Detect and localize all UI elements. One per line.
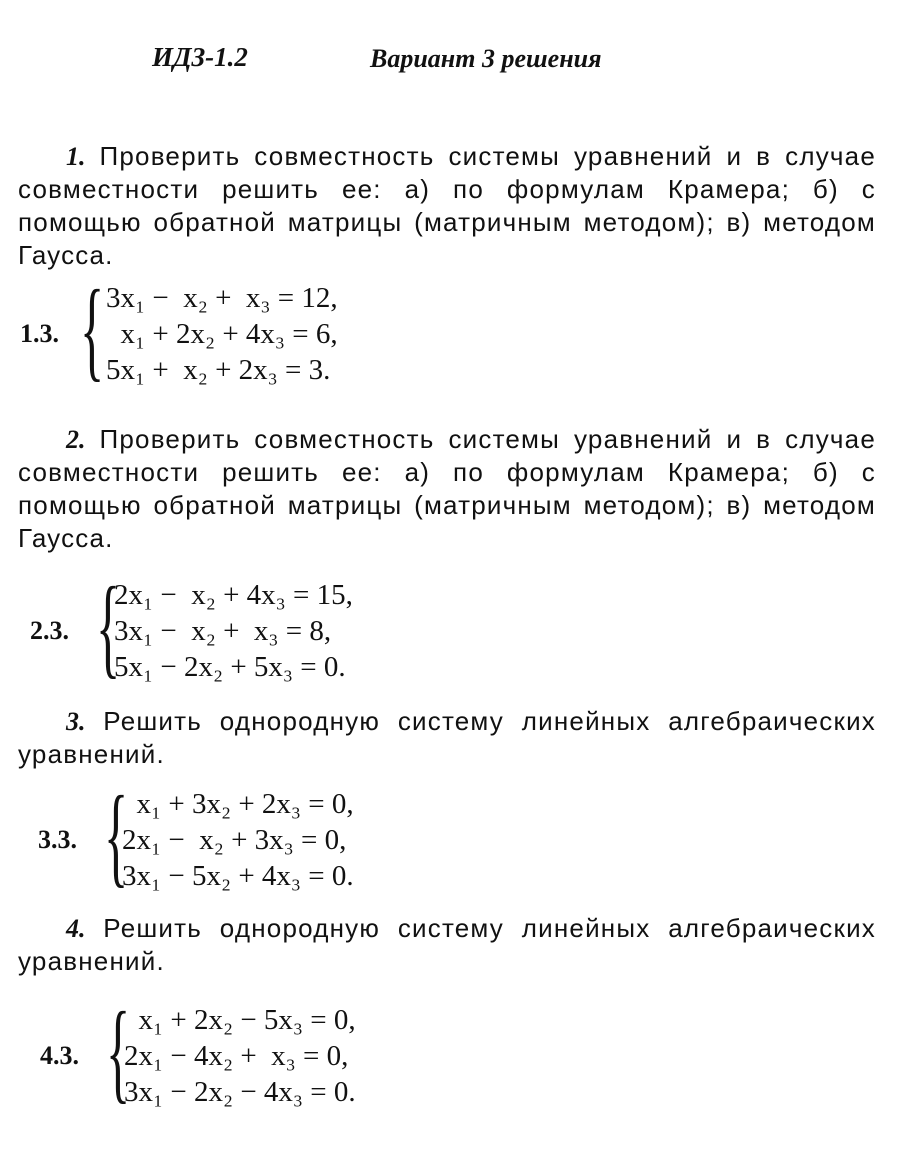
system-label: 1.3.	[20, 319, 59, 348]
equation: x₁ + 3x₂ + 2x₃ = 0,	[122, 788, 354, 820]
system-label: 4.3.	[40, 1041, 79, 1070]
equations	[122, 786, 354, 894]
task-statement	[18, 705, 876, 771]
equation: 3x₁ − x₂ + x₃ = 8,	[114, 615, 332, 647]
left-brace-icon: {	[104, 774, 129, 898]
document-title: ИДЗ-1.2	[152, 42, 248, 72]
left-brace-icon: {	[80, 268, 105, 392]
equation: 5x₁ − 2x₂ + 5x₃ = 0.	[114, 651, 346, 683]
equation: 5x₁ + x₂ + 2x₃ = 3.	[106, 354, 331, 386]
equation: 3x₁ − 2x₂ − 4x₃ = 0.	[124, 1076, 356, 1108]
document-header	[152, 42, 602, 73]
task-text: Решить однородную систему линейных алгебраических уравнений.	[18, 706, 876, 769]
equation: x₁ + 2x₂ − 5x₃ = 0,	[124, 1004, 356, 1036]
task-4	[18, 912, 876, 978]
variant-title: Вариант 3 решения	[370, 44, 602, 73]
equation: 2x₁ − 4x₂ + x₃ = 0,	[124, 1040, 349, 1072]
task-number: 3.	[66, 707, 86, 736]
task-number: 2.	[66, 425, 86, 454]
task-statement	[18, 140, 876, 272]
equation: 3x₁ − 5x₂ + 4x₃ = 0.	[122, 860, 354, 892]
equation: 2x₁ − x₂ + 3x₃ = 0,	[122, 824, 347, 856]
task-2	[18, 423, 876, 555]
task-text: Решить однородную систему линейных алгебраических уравнений.	[18, 913, 876, 976]
task-statement	[18, 912, 876, 978]
task-1	[18, 140, 876, 272]
task-number: 4.	[66, 914, 86, 943]
system-label: 3.3.	[38, 825, 77, 854]
task-text: Проверить совместность системы уравнений и в случае совместности решить ее: а) по формулам Крамера; б) с помощью обратной матрицы (матричным методом); в) методом Гаусса.	[18, 141, 876, 270]
left-brace-icon: {	[106, 990, 131, 1114]
system-label: 2.3.	[30, 616, 69, 645]
task-text: Проверить совместность системы уравнений и в случае совместности решить ее: а) по формулам Крамера; б) с помощью обратной матрицы (матричным методом); в) методом Гаусса.	[18, 424, 876, 553]
task-statement	[18, 423, 876, 555]
equation: 3x₁ − x₂ + x₃ = 12,	[106, 282, 338, 314]
equations	[124, 1002, 356, 1110]
equations	[106, 280, 338, 388]
equation: 2x₁ − x₂ + 4x₃ = 15,	[114, 579, 353, 611]
task-3	[18, 705, 876, 771]
task-number: 1.	[66, 142, 86, 171]
equation: x₁ + 2x₂ + 4x₃ = 6,	[106, 318, 338, 350]
equations	[114, 577, 353, 685]
left-brace-icon: {	[96, 565, 121, 689]
